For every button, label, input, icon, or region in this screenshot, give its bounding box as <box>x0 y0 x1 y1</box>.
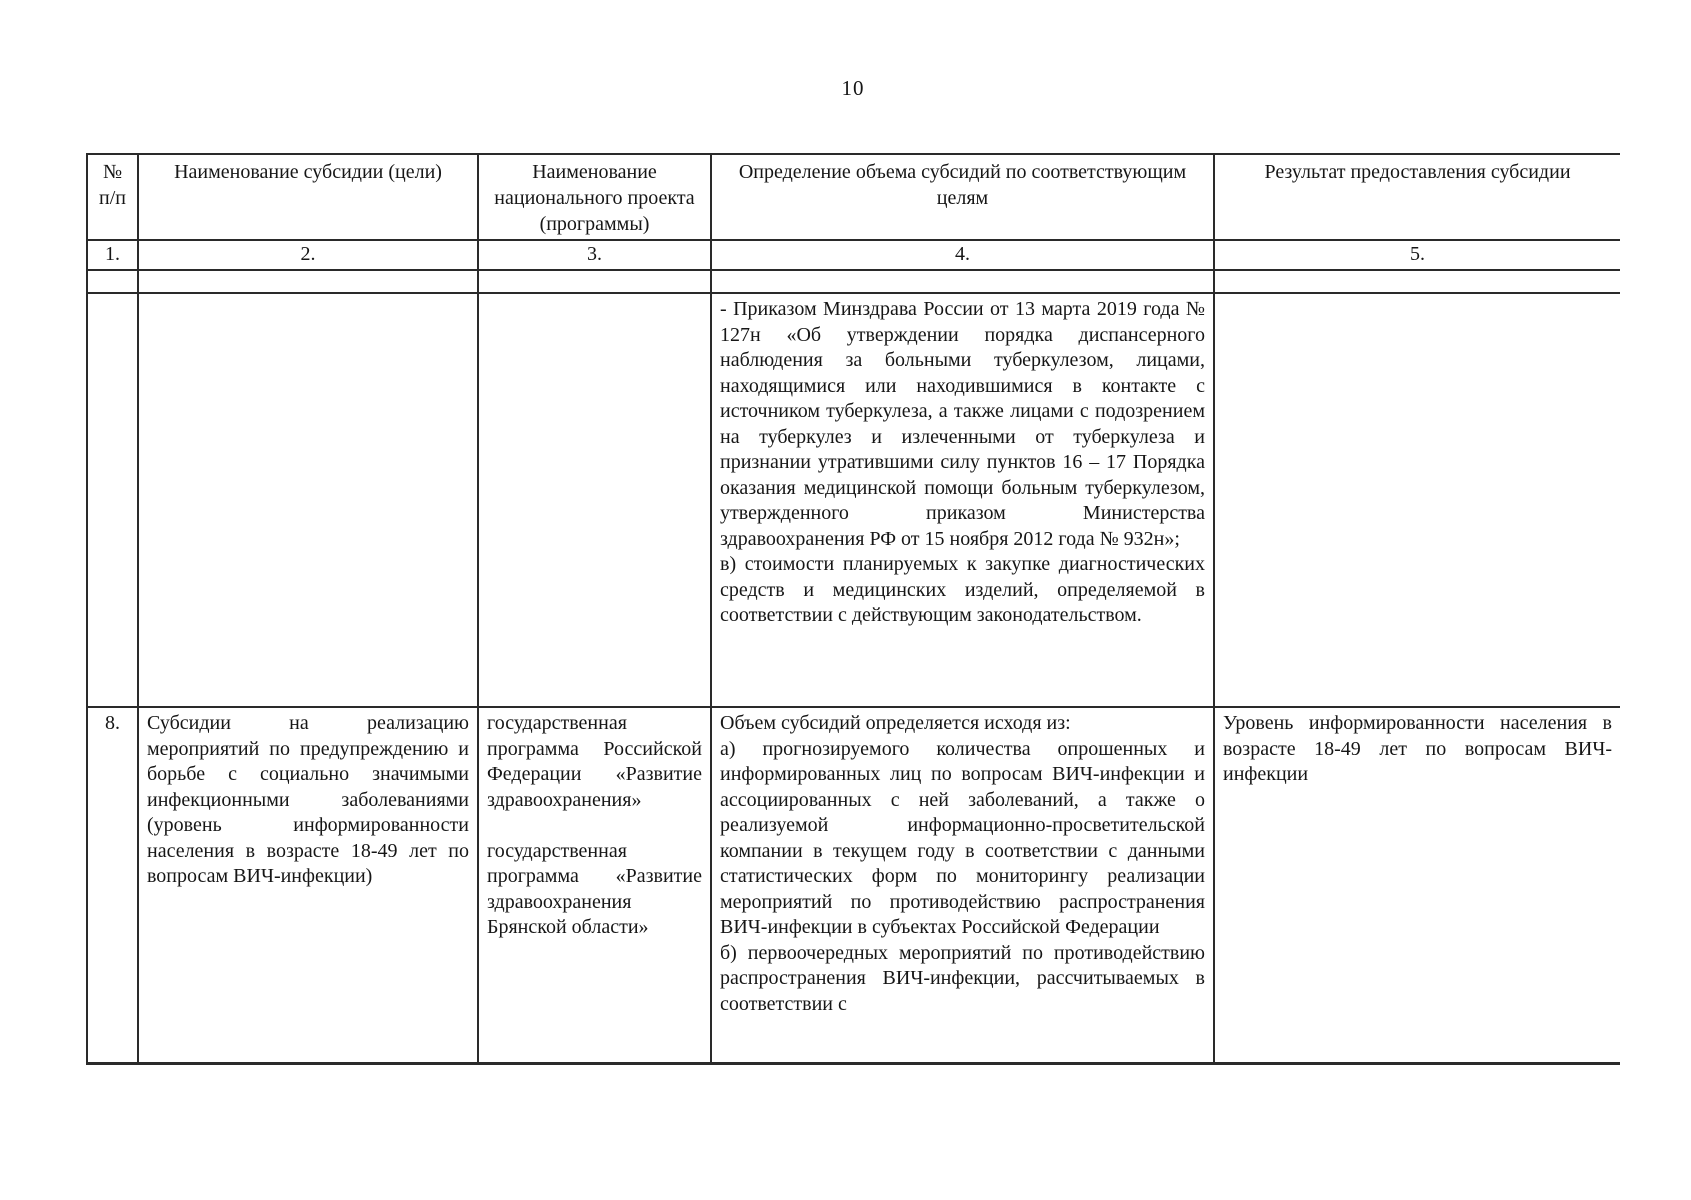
row8-program-paragraph: государственная программа Российской Федерации «Развитие здравоохранения» <box>487 712 702 811</box>
header-cell-volume-definition: Определение объема субсидий по соответствующим целям <box>711 154 1214 240</box>
row7-subsidy-name-cell <box>138 293 478 707</box>
spacer-row <box>87 270 1620 293</box>
spacer-cell <box>138 270 478 293</box>
row8-program-paragraph: государственная программа «Развитие здравоохранения Брянской области» <box>487 839 702 938</box>
subsidies-table-grid <box>86 153 1620 1065</box>
subsidies-table <box>86 153 1620 1065</box>
table-row-8 <box>87 707 1620 1065</box>
row7-volume-paragraph: - Приказом Минздрава России от 13 марта 2019 года № 127н «Об утверждении порядка диспансерного наблюдения за больными туберкулезом, лицами, находящимися или находившимися в контакте с источником туберкулеза, а также лицами с подозрением на туберкулез и излеченными от туберкулеза и признании утратившими силу пунктов 16 – 17 Порядка оказания медицинской помощи больным туберкулезом, утвержденного приказом Министерства здравоохранения РФ от 15 ноября 2012 года № 932н»; <box>720 298 1205 550</box>
row8-volume-paragraph: Объем субсидий определяется исходя из: <box>720 712 1071 734</box>
row8-volume-paragraph: а) прогнозируемого количества опрошенных и информированных лиц по вопросам ВИЧ-инфекции и ассоциированных с ней заболеваний, а также о реализуемой информационно-просветительской компании в текущем году в соответствии с данными статистических форм по мониторингу реализации мероприятий по противодействию распространения ВИЧ-инфекции в субъектах Российской Федерации <box>720 737 1205 938</box>
row8-national-project-cell <box>478 707 711 1065</box>
row7-number-cell <box>87 293 138 707</box>
spacer-cell <box>1214 270 1620 293</box>
column-number-5: 5. <box>1214 240 1620 270</box>
column-numbers-row <box>87 240 1620 270</box>
column-number-1: 1. <box>87 240 138 270</box>
row8-number-cell: 8. <box>87 707 138 1065</box>
spacer-cell <box>87 270 138 293</box>
spacer-cell <box>711 270 1214 293</box>
row7-result-cell <box>1214 293 1620 707</box>
table-row-7-continuation <box>87 293 1620 707</box>
header-cell-row-number: № п/п <box>87 154 138 240</box>
column-number-4: 4. <box>711 240 1214 270</box>
row8-result-cell: Уровень информированности населения в возрасте 18-49 лет по вопросам ВИЧ-инфекции <box>1214 707 1620 1065</box>
row7-national-project-cell <box>478 293 711 707</box>
spacer-cell <box>478 270 711 293</box>
header-cell-result: Результат предоставления субсидии <box>1214 154 1620 240</box>
column-number-3: 3. <box>478 240 711 270</box>
row8-subsidy-name-cell: Субсидии на реализацию мероприятий по предупреждению и борьбе с социально значимыми инфекционными заболеваниями (уровень информированности населения в возрасте 18-49 лет по вопросам ВИЧ-инфекции) <box>138 707 478 1065</box>
header-cell-national-project: Наименование национального проекта (программы) <box>478 154 711 240</box>
row8-volume-definition-cell <box>711 707 1214 1065</box>
row7-volume-definition-cell <box>711 293 1214 707</box>
row7-volume-paragraph: в) стоимости планируемых к закупке диагностических средств и медицинских изделий, определяемой в соответствии с действующим законодательством. <box>720 553 1205 626</box>
table-header-row <box>87 154 1620 240</box>
row8-volume-paragraph: б) первоочередных мероприятий по противодействию распространения ВИЧ-инфекции, рассчитываемых в соответствии с <box>720 941 1205 1015</box>
column-number-2: 2. <box>138 240 478 270</box>
page-number: 10 <box>841 76 865 100</box>
header-cell-subsidy-name: Наименование субсидии (цели) <box>138 154 478 240</box>
